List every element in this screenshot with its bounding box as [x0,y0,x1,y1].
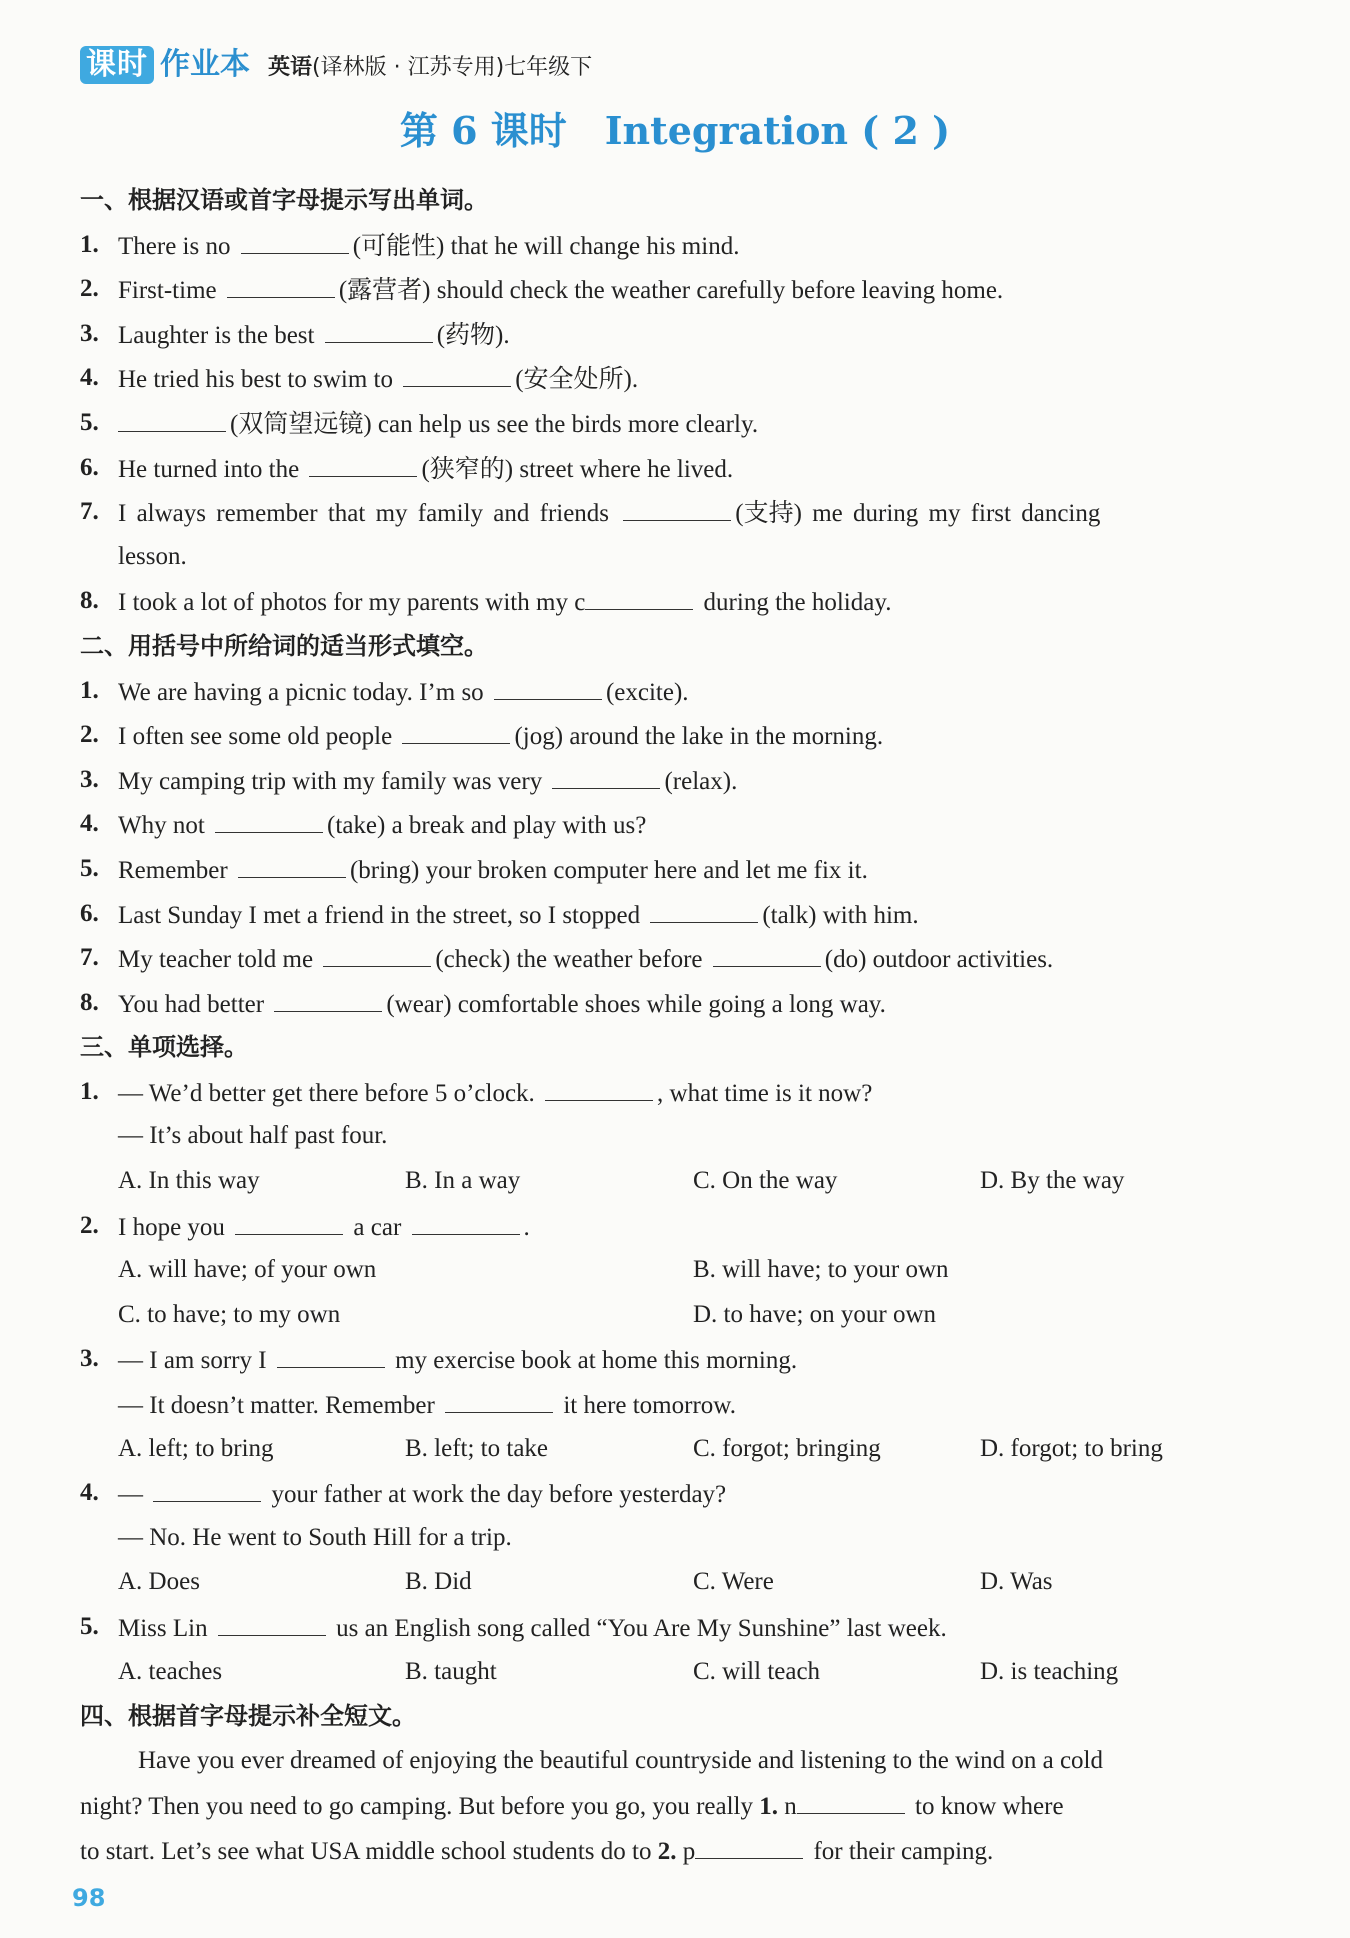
sec2-item-2: 2. I often see some old people (jog) around the lake in the morning. [80,713,1270,758]
exercise-content [80,178,1270,1873]
answer-blank[interactable] [695,1828,803,1859]
sec1-item-4: 4. He tried his best to swim to (安全处所). [80,356,1270,401]
lesson-title: 第 6 课时 Integration ( 2 ) [399,108,951,153]
section-1-heading: 一、根据汉语或首字母提示写出单词。 [80,186,488,214]
answer-blank[interactable] [412,1204,520,1235]
option-d[interactable]: D. to have; on your own [693,1300,937,1328]
sec3-q2: 2. I hope you a car . [80,1204,1270,1249]
book-title: 英语(译林版 · 江苏专用)七年级下 [268,54,593,80]
sec3-q5: 5. Miss Lin us an English song called “You Are My Sunshine” last week. [80,1605,1270,1650]
answer-blank[interactable] [215,802,323,833]
option-a[interactable]: A. Does [118,1568,200,1596]
option-a[interactable]: A. left; to bring [118,1434,274,1462]
option-b[interactable]: B. In a way [405,1167,521,1195]
answer-blank[interactable] [545,1070,653,1101]
sec2-item-4: 4. Why not (take) a break and play with us? [80,802,1270,847]
option-c[interactable]: C. to have; to my own [118,1300,341,1328]
option-c[interactable]: C. Were [693,1568,774,1596]
option-c[interactable]: C. will teach [693,1657,821,1685]
answer-blank[interactable] [650,892,758,923]
option-d[interactable]: D. is teaching [980,1657,1119,1685]
option-d[interactable]: D. forgot; to bring [980,1434,1163,1462]
answer-blank[interactable] [623,490,731,521]
sec1-item-3: 3. Laughter is the best (药物). [80,312,1270,357]
sec3-q4-reply: — No. He went to South Hill for a trip. [118,1523,512,1551]
option-c[interactable]: C. forgot; bringing [693,1434,881,1462]
page-header [80,44,592,86]
answer-blank[interactable] [325,312,433,343]
passage-line-3: to start. Let’s see what USA middle school students do to 2. p for their camping. [80,1828,1270,1873]
answer-blank[interactable] [323,936,431,967]
answer-blank[interactable] [797,1783,905,1814]
section-2-heading: 二、用括号中所给词的适当形式填空。 [80,631,488,660]
answer-blank[interactable] [403,356,511,387]
sec3-q4: 4. — your father at work the day before yesterday? [80,1471,1270,1516]
logo-text: 作业本 [160,47,250,82]
answer-blank[interactable] [277,1337,385,1368]
sec3-q2-options-row1 [80,1248,1270,1293]
sec2-item-7: 7. My teacher told me (check) the weather before (do) outdoor activities. [80,936,1270,981]
sec3-q1-options [80,1159,1270,1204]
answer-blank[interactable] [309,446,417,477]
answer-blank[interactable] [153,1471,261,1502]
sec1-item-1: 1. There is no (可能性) that he will change his mind. [80,223,1270,268]
sec3-q4-options [80,1560,1270,1605]
option-b[interactable]: B. taught [405,1657,497,1685]
sec2-item-1: 1. We are having a picnic today. I’m so (excite). [80,669,1270,714]
sec3-q3-reply: — It doesn’t matter. Remember it here tomorrow. [80,1382,1270,1427]
option-a[interactable]: A. In this way [118,1167,260,1195]
sec2-item-6: 6. Last Sunday I met a friend in the street, so I stopped (talk) with him. [80,892,1270,937]
answer-blank[interactable] [241,223,349,254]
option-a[interactable]: A. will have; of your own [118,1256,377,1284]
sec3-q3: 3. — I am sorry I my exercise book at home this morning. [80,1337,1270,1382]
answer-blank[interactable] [118,401,226,432]
logo-badge: 课时 [80,46,154,84]
passage-line-2: night? Then you need to go camping. But before you go, you really 1. n to know where [80,1783,1270,1828]
option-a[interactable]: A. teaches [118,1657,223,1685]
sec3-q2-options-row2 [80,1293,1270,1338]
answer-blank[interactable] [235,1204,343,1235]
option-b[interactable]: B. will have; to your own [693,1256,949,1284]
sec1-item-7-cont: lesson. [118,542,187,570]
option-d[interactable]: D. Was [980,1568,1053,1596]
sec1-item-2: 2. First-time (露营者) should check the weather carefully before leaving home. [80,267,1270,312]
option-b[interactable]: B. left; to take [405,1434,549,1462]
sec1-item-5: 5. (双筒望远镜) can help us see the birds more clearly. [80,401,1270,446]
sec2-item-5: 5. Remember (bring) your broken computer here and let me fix it. [80,847,1270,892]
page-number: 98 [72,1884,106,1912]
answer-blank[interactable] [494,669,602,700]
sec2-item-3: 3. My camping trip with my family was very (relax). [80,758,1270,803]
answer-blank[interactable] [218,1605,326,1636]
sec3-q1-reply: — It’s about half past four. [118,1122,388,1150]
section-3-heading: 三、单项选择。 [80,1033,248,1062]
option-c[interactable]: C. On the way [693,1167,838,1195]
option-d[interactable]: D. By the way [980,1167,1125,1195]
sec1-item-7: 7. I always remember that my family and friends (支持) me during my first dancing [80,490,1270,535]
answer-blank[interactable] [445,1382,553,1413]
sec3-q3-options [80,1427,1270,1472]
answer-blank[interactable] [713,936,821,967]
sec1-item-6: 6. He turned into the (狭窄的) street where he lived. [80,446,1270,491]
answer-blank[interactable] [402,713,510,744]
answer-blank[interactable] [238,847,346,878]
answer-blank[interactable] [274,981,382,1012]
section-4-heading: 四、根据首字母提示补全短文。 [80,1702,416,1731]
passage-line-1: Have you ever dreamed of enjoying the beautiful countryside and listening to the wind on a cold [138,1746,1104,1774]
option-b[interactable]: B. Did [405,1568,472,1596]
sec1-item-8: 8. I took a lot of photos for my parents with my c during the holiday. [80,579,1270,624]
answer-blank[interactable] [552,758,660,789]
sec3-q1: 1. — We’d better get there before 5 o’clock. , what time is it now? [80,1070,1270,1115]
answer-blank[interactable] [585,579,693,610]
sec3-q5-options [80,1650,1270,1695]
sec2-item-8: 8. You had better (wear) comfortable shoes while going a long way. [80,981,1270,1026]
answer-blank[interactable] [227,267,335,298]
